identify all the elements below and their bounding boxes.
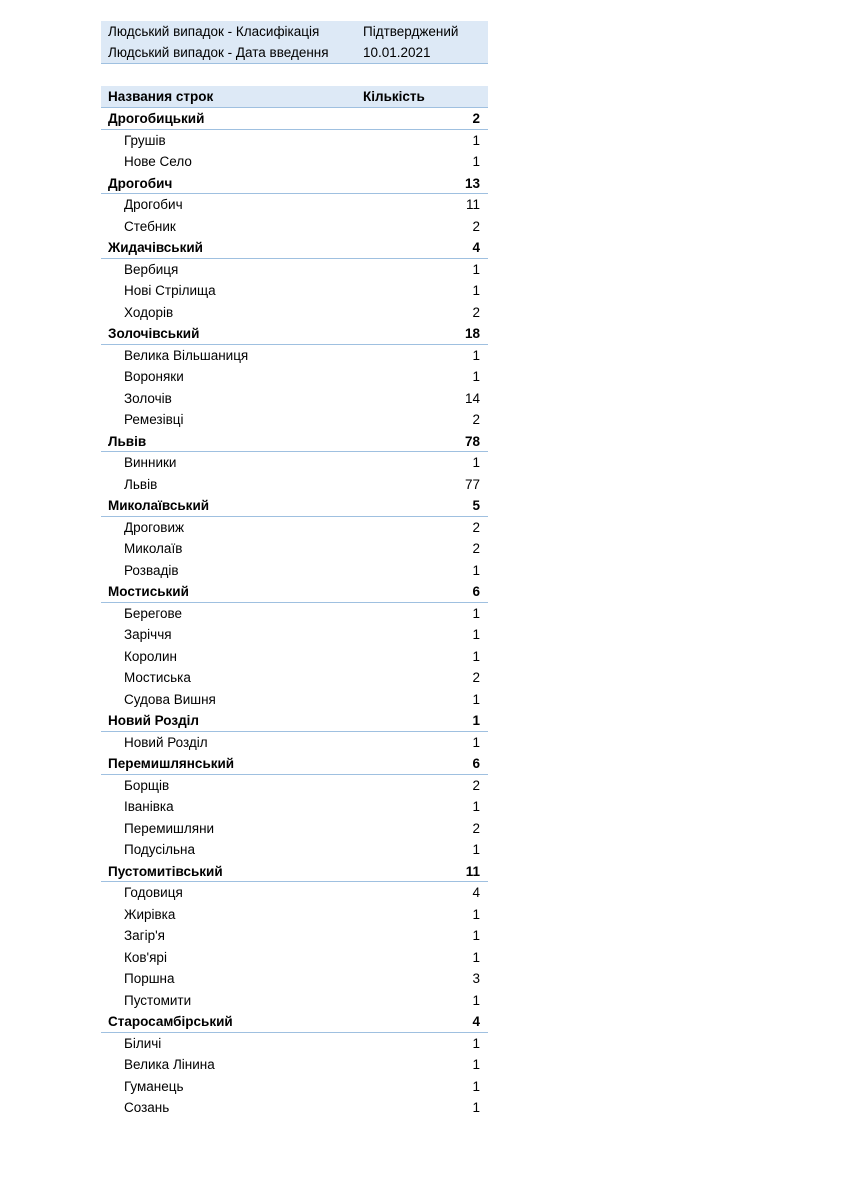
- item-name: Гуманець: [124, 1078, 184, 1094]
- item-name: Грушів: [124, 132, 166, 148]
- group-name: Новий Розділ: [108, 713, 199, 728]
- group-row[interactable]: [101, 753, 488, 775]
- item-row[interactable]: [101, 667, 488, 689]
- group-row[interactable]: [101, 323, 488, 345]
- item-name: Загір'я: [124, 928, 165, 943]
- item-row[interactable]: [101, 388, 488, 410]
- item-count: 2: [472, 412, 480, 427]
- item-row[interactable]: [101, 560, 488, 582]
- item-row[interactable]: [101, 538, 488, 560]
- item-count: 1: [472, 154, 480, 169]
- item-name: Новий Розділ: [124, 734, 208, 750]
- item-count: 2: [472, 777, 480, 793]
- item-row[interactable]: [101, 624, 488, 646]
- group-row[interactable]: [101, 108, 488, 130]
- item-count: 1: [472, 261, 480, 277]
- item-name: Велика Вільшаниця: [124, 347, 249, 363]
- item-name: Ходорів: [124, 304, 174, 320]
- group-name: Перемишлянський: [108, 756, 235, 771]
- group-total: 6: [472, 584, 480, 599]
- group-total: 6: [472, 756, 480, 771]
- item-name: Подусільна: [124, 842, 196, 857]
- item-name: Миколаїв: [124, 541, 183, 556]
- group-total: 4: [472, 1014, 480, 1029]
- item-row[interactable]: [101, 925, 488, 947]
- item-row[interactable]: [101, 904, 488, 926]
- item-name: Іванівка: [124, 799, 174, 814]
- item-name: Дрогобич: [124, 197, 183, 212]
- pivot-header: [101, 86, 488, 108]
- item-count: 1: [472, 799, 480, 814]
- item-count: 2: [472, 519, 480, 535]
- item-count: 1: [472, 369, 480, 384]
- item-row[interactable]: [101, 796, 488, 818]
- item-row[interactable]: [101, 947, 488, 969]
- item-count: 4: [472, 885, 480, 900]
- item-count: 1: [472, 949, 480, 965]
- item-count: 1: [472, 1057, 480, 1072]
- item-count: 1: [472, 1078, 480, 1094]
- item-row[interactable]: [101, 302, 488, 324]
- group-row[interactable]: [101, 581, 488, 603]
- group-row[interactable]: [101, 1011, 488, 1033]
- item-count: 77: [464, 476, 480, 492]
- item-name: Перемишляни: [124, 820, 215, 836]
- item-name: Львів: [124, 476, 158, 492]
- group-name: Золочівський: [108, 326, 200, 341]
- item-name: Велика Лінина: [124, 1057, 215, 1072]
- group-total: 1: [472, 713, 480, 728]
- group-total: 78: [464, 433, 480, 449]
- group-total: 11: [465, 863, 480, 879]
- item-name: Вороняки: [124, 369, 184, 384]
- item-row[interactable]: [101, 603, 488, 625]
- group-row[interactable]: [101, 237, 488, 259]
- filter-label: Людський випадок - Класифікація: [108, 24, 320, 39]
- item-name: Ков'ярі: [124, 949, 167, 965]
- group-total: 4: [472, 240, 480, 255]
- item-name: Жирівка: [124, 906, 176, 922]
- item-count: 1: [472, 906, 480, 922]
- group-total: 5: [472, 498, 480, 513]
- item-count: 1: [472, 842, 480, 857]
- item-name: Нові Стрілища: [124, 283, 216, 298]
- item-count: 11: [465, 197, 480, 212]
- item-row[interactable]: [101, 1054, 488, 1076]
- row-labels-header[interactable]: Названия строк: [108, 89, 214, 104]
- item-name: Золочів: [124, 390, 172, 406]
- item-name: Созань: [124, 1100, 170, 1115]
- item-name: Вербиця: [124, 261, 179, 277]
- item-count: 2: [472, 820, 480, 836]
- group-row[interactable]: [101, 173, 488, 195]
- item-name: Пустомити: [124, 992, 192, 1008]
- group-total: 18: [464, 326, 480, 341]
- item-row[interactable]: [101, 517, 488, 539]
- item-count: 3: [472, 971, 480, 986]
- item-row[interactable]: [101, 259, 488, 281]
- item-count: 2: [472, 304, 480, 320]
- group-row[interactable]: [101, 431, 488, 453]
- item-row[interactable]: [101, 882, 488, 904]
- item-row[interactable]: [101, 474, 488, 496]
- item-name: Судова Вишня: [124, 691, 216, 707]
- item-row[interactable]: [101, 775, 488, 797]
- item-count: 1: [472, 1100, 480, 1115]
- item-row[interactable]: [101, 732, 488, 754]
- item-row[interactable]: [101, 968, 488, 990]
- group-name: Дрогобицький: [108, 111, 205, 126]
- item-count: 2: [472, 670, 480, 685]
- item-count: 1: [472, 992, 480, 1008]
- item-name: Біличі: [124, 1035, 162, 1051]
- group-name: Миколаївський: [108, 498, 210, 513]
- item-row[interactable]: [101, 452, 488, 474]
- item-count: 1: [472, 928, 480, 943]
- item-count: 1: [472, 132, 480, 148]
- filter-label: Людський випадок - Дата введення: [108, 45, 329, 60]
- item-row[interactable]: [101, 130, 488, 152]
- item-name: Поршна: [124, 971, 175, 986]
- pivot-table: [101, 86, 488, 1119]
- item-name: Берегове: [124, 605, 183, 621]
- group-name: Дрогобич: [108, 175, 173, 191]
- group-name: Львів: [108, 433, 147, 449]
- item-row[interactable]: [101, 1097, 488, 1119]
- group-name: Старосамбірський: [108, 1014, 233, 1029]
- group-row[interactable]: [101, 861, 488, 883]
- item-row[interactable]: [101, 689, 488, 711]
- group-name: Жидачівський: [108, 240, 203, 255]
- report-filters: [101, 21, 488, 64]
- item-count: 2: [472, 218, 480, 234]
- group-row[interactable]: [101, 710, 488, 732]
- item-name: Нове Село: [124, 154, 192, 169]
- item-row[interactable]: [101, 194, 488, 216]
- item-row[interactable]: [101, 151, 488, 173]
- item-name: Борщів: [124, 777, 170, 793]
- group-name: Мостиський: [108, 584, 189, 599]
- item-count: 14: [464, 390, 480, 406]
- item-row[interactable]: [101, 216, 488, 238]
- item-count: 1: [472, 605, 480, 621]
- item-name: Королин: [124, 648, 177, 664]
- item-row[interactable]: [101, 839, 488, 861]
- item-row[interactable]: [101, 366, 488, 388]
- item-name: Стебник: [124, 218, 176, 234]
- item-count: 1: [472, 691, 480, 707]
- item-count: 1: [472, 648, 480, 664]
- item-name: Годовиця: [124, 885, 183, 900]
- item-count: 1: [472, 347, 480, 363]
- item-name: Мостиська: [124, 670, 191, 685]
- item-name: Заріччя: [124, 627, 172, 642]
- item-name: Винники: [124, 455, 177, 470]
- item-count: 1: [472, 283, 480, 298]
- item-count: 1: [472, 1035, 480, 1051]
- item-count: 1: [472, 562, 480, 578]
- group-total: 13: [464, 175, 480, 191]
- item-count: 2: [472, 541, 480, 556]
- item-row[interactable]: [101, 990, 488, 1012]
- item-row[interactable]: [101, 818, 488, 840]
- group-total: 2: [472, 111, 480, 126]
- item-count: 1: [472, 627, 480, 642]
- item-name: Розвадів: [124, 562, 179, 578]
- item-row[interactable]: [101, 280, 488, 302]
- item-row[interactable]: [101, 1076, 488, 1098]
- filter-value[interactable]: 10.01.2021: [363, 45, 431, 60]
- item-name: Дроговиж: [124, 519, 185, 535]
- item-count: 1: [472, 455, 480, 470]
- item-row[interactable]: [101, 409, 488, 431]
- item-row[interactable]: [101, 1033, 488, 1055]
- item-row[interactable]: [101, 646, 488, 668]
- item-row[interactable]: [101, 345, 488, 367]
- count-header[interactable]: Кількість: [363, 89, 425, 104]
- filter-value[interactable]: Підтверджений: [363, 24, 459, 39]
- item-name: Ремезівці: [124, 412, 184, 427]
- item-count: 1: [472, 734, 480, 750]
- group-name: Пустомитівський: [108, 863, 223, 879]
- group-row[interactable]: [101, 495, 488, 517]
